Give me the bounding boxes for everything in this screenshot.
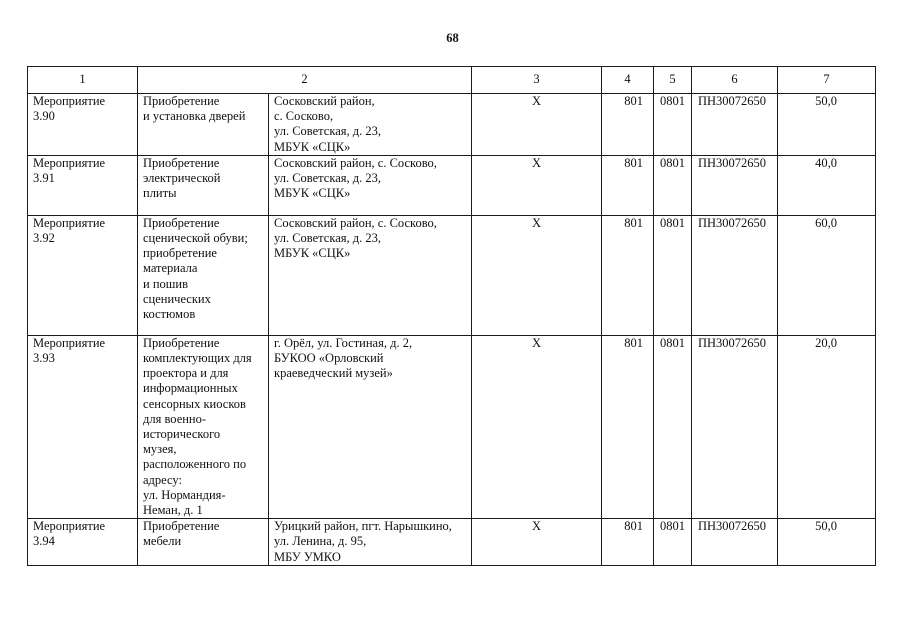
col7-cell: 60,0: [778, 215, 876, 335]
col5-cell: 0801: [654, 155, 692, 215]
col5-cell: 0801: [654, 215, 692, 335]
header-cell-1: 1: [28, 67, 138, 94]
col6-cell: ПН30072650: [692, 155, 778, 215]
page-number: 68: [446, 31, 459, 45]
header-cell-4: 4: [602, 67, 654, 94]
col5-cell: 0801: [654, 335, 692, 518]
col4-cell: 801: [602, 335, 654, 518]
event-cell: Мероприятие 3.92: [28, 215, 138, 335]
header-cell-3: 3: [472, 67, 602, 94]
table-row: [28, 94, 876, 156]
name-cell: Приобретение сценической обуви; приобретение материала и пошив сценических костюмов: [138, 215, 269, 335]
col7-cell: 40,0: [778, 155, 876, 215]
table-row: [28, 519, 876, 566]
header-cell-6: 6: [692, 67, 778, 94]
header-cell-5: 5: [654, 67, 692, 94]
event-cell: Мероприятие 3.93: [28, 335, 138, 518]
event-cell: Мероприятие 3.90: [28, 94, 138, 156]
col4-cell: 801: [602, 519, 654, 566]
col6-cell: ПН30072650: [692, 335, 778, 518]
col4-cell: 801: [602, 215, 654, 335]
address-cell: Сосковский район, с. Сосково, ул. Советская, д. 23, МБУК «СЦК»: [269, 215, 472, 335]
col5-cell: 0801: [654, 94, 692, 156]
col5-cell: 0801: [654, 519, 692, 566]
header-cell-7: 7: [778, 67, 876, 94]
col6-cell: ПН30072650: [692, 519, 778, 566]
table-row: [28, 335, 876, 518]
name-cell: Приобретение мебели: [138, 519, 269, 566]
col3-cell: X: [472, 519, 602, 566]
event-cell: Мероприятие 3.94: [28, 519, 138, 566]
table-row: [28, 155, 876, 215]
address-cell: Сосковский район, с. Сосково, ул. Советская, д. 23, МБУК «СЦК»: [269, 94, 472, 156]
col6-cell: ПН30072650: [692, 94, 778, 156]
name-cell: Приобретение электрической плиты: [138, 155, 269, 215]
measures-table: [27, 66, 876, 566]
col3-cell: X: [472, 335, 602, 518]
col4-cell: 801: [602, 94, 654, 156]
name-cell: Приобретение комплектующих для проектора и для информационных сенсорных киосков для военно- исторического музея, расположенного по адресу: ул. Нормандия- Неман, д. 1: [138, 335, 269, 518]
header-row: [28, 67, 876, 94]
col6-cell: ПН30072650: [692, 215, 778, 335]
header-cell-2: 2: [138, 67, 472, 94]
address-cell: Сосковский район, с. Сосково, ул. Советская, д. 23, МБУК «СЦК»: [269, 155, 472, 215]
table-row: [28, 215, 876, 335]
address-cell: Урицкий район, пгт. Нарышкино, ул. Ленина, д. 95, МБУ УМКО: [269, 519, 472, 566]
col3-cell: X: [472, 215, 602, 335]
col3-cell: X: [472, 94, 602, 156]
address-cell: г. Орёл, ул. Гостиная, д. 2, БУКОО «Орловский краеведческий музей»: [269, 335, 472, 518]
col4-cell: 801: [602, 155, 654, 215]
event-cell: Мероприятие 3.91: [28, 155, 138, 215]
col3-cell: X: [472, 155, 602, 215]
col7-cell: 50,0: [778, 94, 876, 156]
col7-cell: 50,0: [778, 519, 876, 566]
name-cell: Приобретение и установка дверей: [138, 94, 269, 156]
col7-cell: 20,0: [778, 335, 876, 518]
